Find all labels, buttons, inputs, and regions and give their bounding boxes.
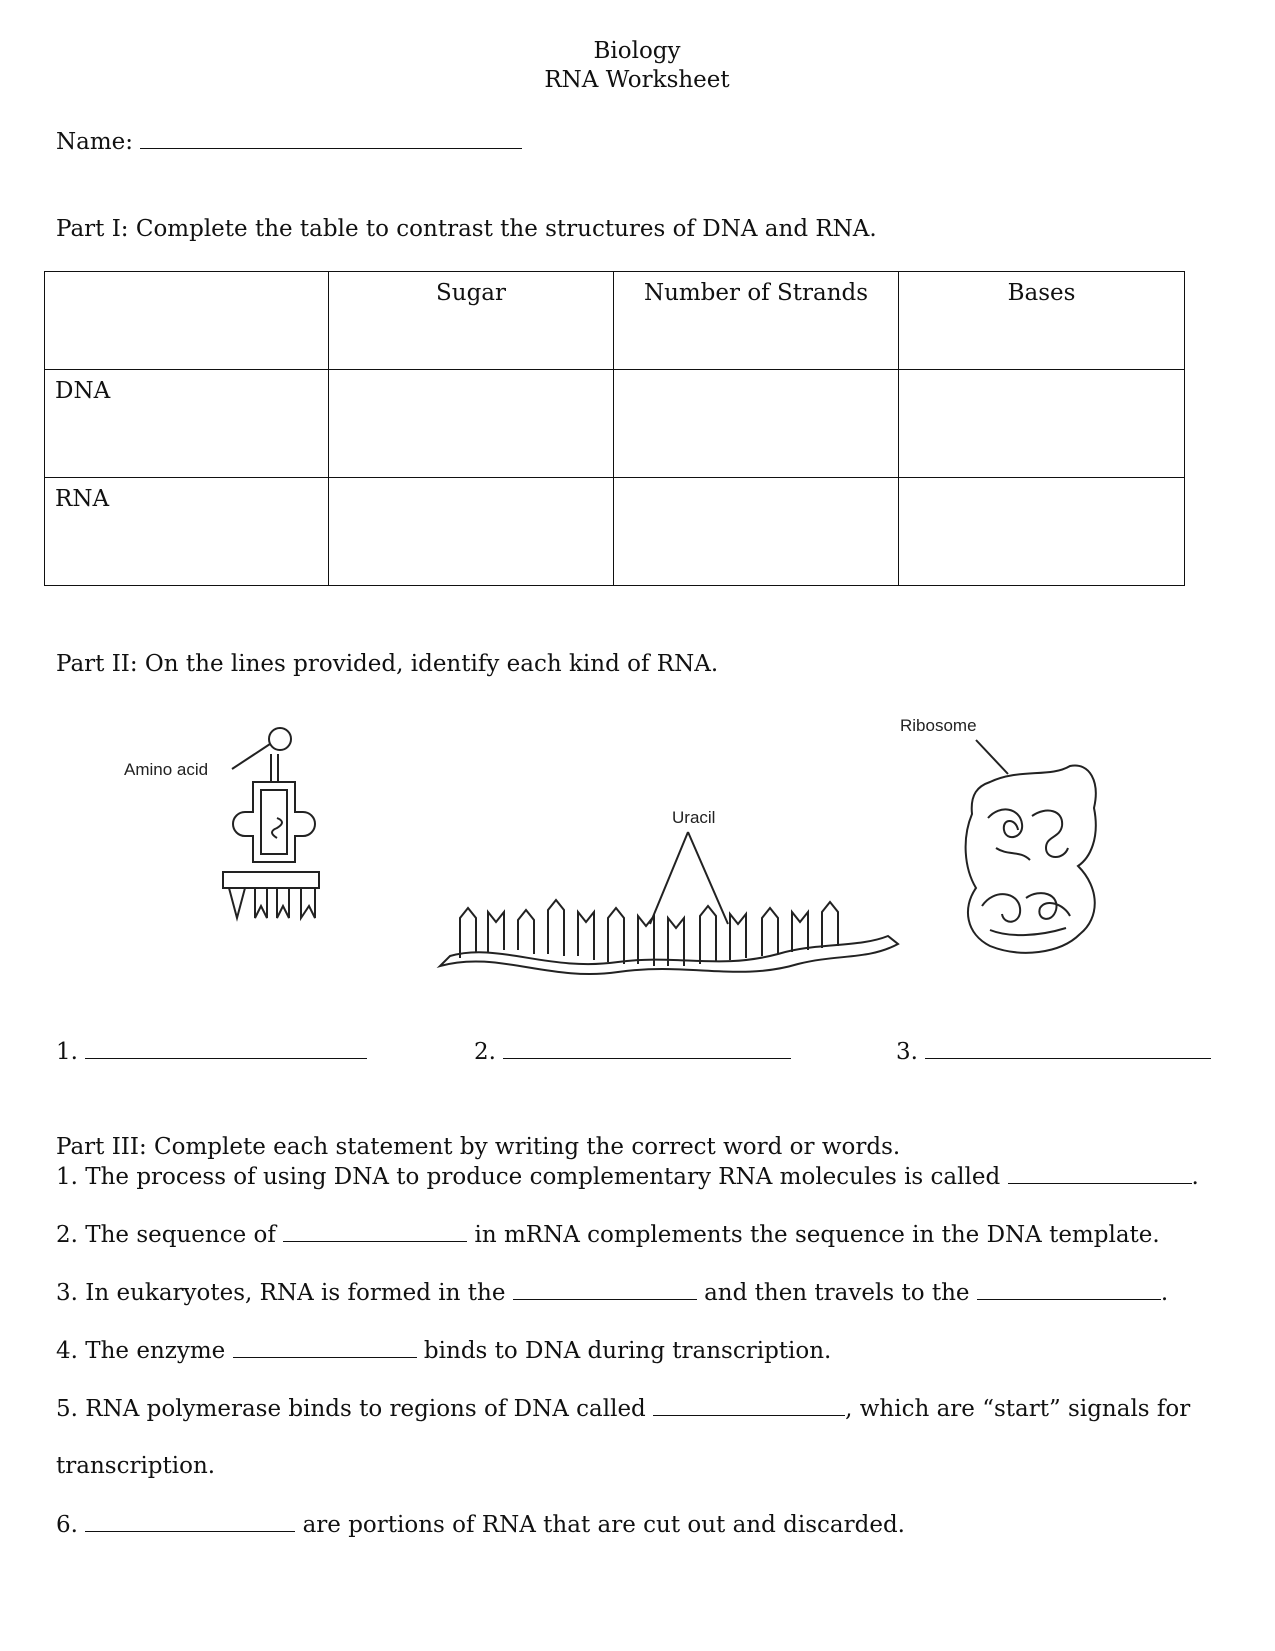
column-header-bases: Bases [899, 272, 1185, 370]
subject-heading: Biology [593, 38, 681, 64]
answer-number-3: 3. [896, 1039, 918, 1065]
uracil-label: Uracil [672, 808, 716, 827]
answer-number-1: 1. [56, 1039, 78, 1065]
column-header-sugar: Sugar [329, 272, 614, 370]
worksheet-title: RNA Worksheet [544, 67, 730, 93]
dna-strands-cell[interactable] [614, 370, 899, 478]
row-label-rna: RNA [45, 478, 329, 586]
statement-6 [56, 1511, 905, 1538]
statement-6-text: are portions of RNA that are cut out and discarded. [302, 1512, 905, 1538]
statement-4 [56, 1337, 831, 1364]
name-label: Name: [56, 129, 134, 155]
statement-5-text-a: 5. RNA polymerase binds to regions of DNA called [56, 1396, 646, 1422]
statement-3-blank-2[interactable] [977, 1279, 1161, 1300]
rna-sugar-cell[interactable] [329, 478, 614, 586]
statement-2 [56, 1221, 1160, 1248]
statement-5-text-b: , which are “start” signals for [845, 1396, 1191, 1422]
name-row [56, 128, 522, 155]
ribosome-label: Ribosome [900, 716, 977, 735]
answer-row-1 [56, 1038, 367, 1065]
answer-row-2 [474, 1038, 791, 1065]
row-label-dna: DNA [45, 370, 329, 478]
statement-2-blank[interactable] [283, 1221, 467, 1242]
statement-1 [56, 1163, 1199, 1190]
statement-5-blank[interactable] [653, 1395, 845, 1416]
answer-blank-3[interactable] [925, 1038, 1211, 1059]
statement-3-end: . [1160, 1280, 1169, 1306]
answer-blank-2[interactable] [503, 1038, 791, 1059]
statement-4-text-b: binds to DNA during transcription. [423, 1338, 832, 1364]
name-blank[interactable] [140, 128, 522, 149]
part1-instruction: Part I: Complete the table to contrast the structures of DNA and RNA. [56, 216, 877, 242]
part2-instruction: Part II: On the lines provided, identify each kind of RNA. [56, 651, 719, 677]
column-header-strands: Number of Strands [614, 272, 899, 370]
answer-number-2: 2. [474, 1039, 496, 1065]
table-row [45, 478, 1185, 586]
mrna-diagram [438, 832, 898, 1002]
statement-3 [56, 1279, 1168, 1306]
statement-2-text-a: 2. The sequence of [56, 1222, 276, 1248]
dna-sugar-cell[interactable] [329, 370, 614, 478]
statement-2-text-b: in mRNA complements the sequence in the DNA template. [474, 1222, 1160, 1248]
statement-3-text-a: 3. In eukaryotes, RNA is formed in the [56, 1280, 506, 1306]
statement-1-end: . [1191, 1164, 1199, 1190]
statement-5-continued: transcription. [56, 1453, 216, 1479]
table-header-row [45, 272, 1185, 370]
statement-4-blank[interactable] [233, 1337, 417, 1358]
table-row [45, 370, 1185, 478]
part3-instruction: Part III: Complete each statement by writing the correct word or words. [56, 1134, 901, 1160]
amino-acid-label: Amino acid [124, 760, 209, 779]
statement-3-text-b: and then travels to the [704, 1280, 970, 1306]
statement-1-text: 1. The process of using DNA to produce complementary RNA molecules is called [56, 1164, 1001, 1190]
statement-4-text-a: 4. The enzyme [56, 1338, 226, 1364]
trna-diagram [215, 722, 335, 982]
answer-blank-1[interactable] [85, 1038, 367, 1059]
statement-6-blank[interactable] [85, 1511, 295, 1532]
statement-5 [56, 1395, 1190, 1422]
statement-6-number: 6. [56, 1512, 78, 1538]
table-corner-cell [45, 272, 329, 370]
rna-bases-cell[interactable] [899, 478, 1185, 586]
statement-3-blank-1[interactable] [513, 1279, 697, 1300]
dna-rna-table [44, 271, 1185, 586]
answer-row-3 [896, 1038, 1211, 1065]
statement-1-blank[interactable] [1008, 1163, 1192, 1184]
dna-bases-cell[interactable] [899, 370, 1185, 478]
ribosome-diagram [960, 738, 1120, 988]
rna-strands-cell[interactable] [614, 478, 899, 586]
